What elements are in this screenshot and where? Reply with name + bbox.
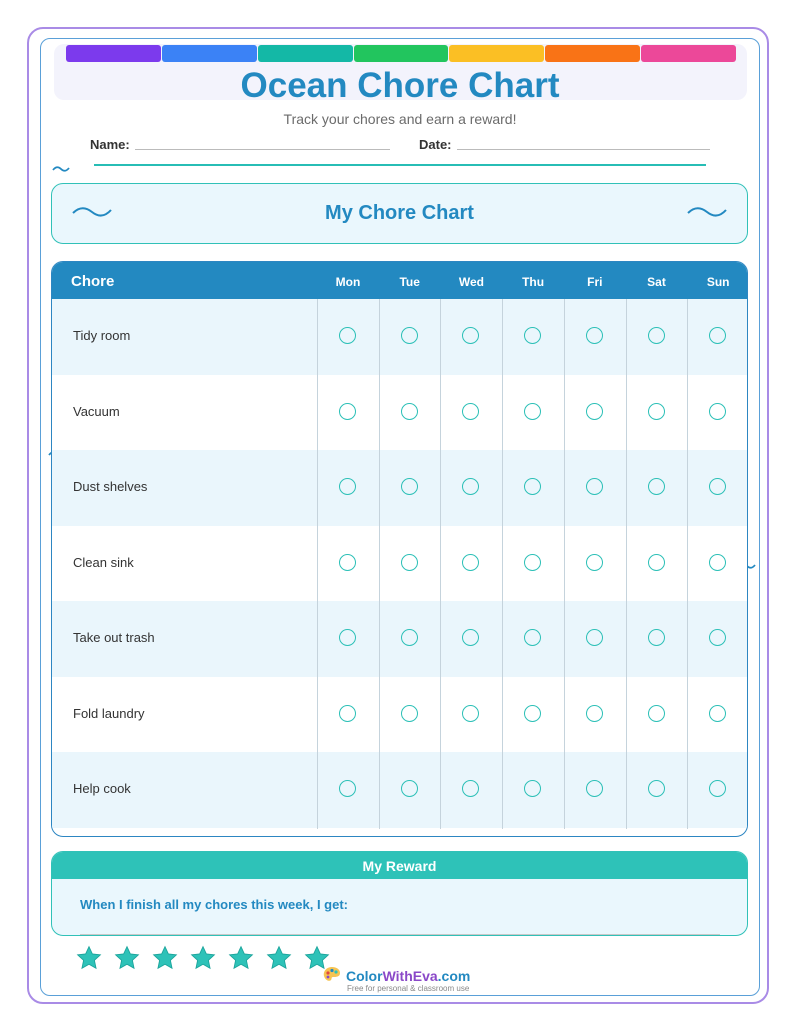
checkbox-circle[interactable] — [586, 705, 603, 722]
checkbox-circle[interactable] — [401, 403, 418, 420]
table-row — [52, 375, 747, 451]
checkbox-circle[interactable] — [401, 327, 418, 344]
checkbox-circle[interactable] — [586, 554, 603, 571]
brand-name-part: WithEva — [382, 968, 438, 984]
wave-icon — [52, 164, 70, 174]
checkbox-circle[interactable] — [462, 403, 479, 420]
star-icon — [228, 945, 254, 971]
checkbox-circle[interactable] — [709, 780, 726, 797]
rainbow-segment — [354, 45, 449, 62]
checkbox-circle[interactable] — [524, 478, 541, 495]
checkbox-circle[interactable] — [709, 705, 726, 722]
column-divider — [379, 299, 380, 829]
chore-label: Vacuum — [73, 403, 120, 419]
table-row — [52, 450, 747, 526]
checkbox-circle[interactable] — [524, 554, 541, 571]
brand-name-part: Color — [346, 968, 383, 984]
day-header-tue: Tue — [399, 275, 420, 289]
rainbow-segment — [545, 45, 640, 62]
rainbow-segment — [258, 45, 353, 62]
table-row — [52, 526, 747, 602]
star-icon — [152, 945, 178, 971]
checkbox-circle[interactable] — [648, 327, 665, 344]
checkbox-circle[interactable] — [462, 705, 479, 722]
checkbox-circle[interactable] — [524, 403, 541, 420]
checkbox-circle[interactable] — [462, 554, 479, 571]
column-divider — [564, 299, 565, 829]
checkbox-circle[interactable] — [648, 705, 665, 722]
date-label: Date: — [419, 137, 452, 152]
page-title: Ocean Chore Chart — [240, 66, 560, 105]
checkbox-circle[interactable] — [709, 554, 726, 571]
checkbox-circle[interactable] — [401, 780, 418, 797]
checkbox-circle[interactable] — [339, 554, 356, 571]
chart-banner — [51, 183, 748, 244]
checkbox-circle[interactable] — [709, 629, 726, 646]
checkbox-circle[interactable] — [709, 478, 726, 495]
checkbox-circle[interactable] — [401, 629, 418, 646]
column-divider — [440, 299, 441, 829]
checkbox-circle[interactable] — [524, 327, 541, 344]
reward-header — [52, 852, 747, 879]
chore-column-header: Chore — [71, 273, 115, 290]
checkbox-circle[interactable] — [648, 403, 665, 420]
reward-prompt: When I finish all my chores this week, I get: — [80, 897, 349, 912]
checkbox-circle[interactable] — [586, 403, 603, 420]
table-row — [52, 601, 747, 677]
day-header-sat: Sat — [647, 275, 666, 289]
checkbox-circle[interactable] — [524, 780, 541, 797]
rainbow-segment — [66, 45, 161, 62]
checkbox-circle[interactable] — [401, 478, 418, 495]
star-icon — [190, 945, 216, 971]
checkbox-circle[interactable] — [586, 478, 603, 495]
reward-title: My Reward — [362, 858, 437, 874]
brand-logo — [322, 965, 471, 993]
checkbox-circle[interactable] — [524, 629, 541, 646]
chore-label: Clean sink — [73, 554, 134, 570]
brand-name — [346, 968, 470, 984]
reward-field[interactable] — [80, 934, 720, 935]
banner-title: My Chore Chart — [325, 202, 474, 224]
checkbox-circle[interactable] — [709, 403, 726, 420]
checkbox-circle[interactable] — [462, 327, 479, 344]
day-header-mon: Mon — [335, 275, 361, 289]
day-header-sun: Sun — [706, 275, 730, 289]
checkbox-circle[interactable] — [648, 554, 665, 571]
checkbox-circle[interactable] — [586, 629, 603, 646]
checkbox-circle[interactable] — [339, 403, 356, 420]
checkbox-circle[interactable] — [586, 327, 603, 344]
chore-label: Dust shelves — [73, 479, 148, 494]
table-row — [52, 299, 747, 375]
star-icon — [114, 945, 140, 971]
chore-label: Take out trash — [73, 630, 155, 645]
brand-name-part: .com — [437, 968, 471, 984]
checkbox-circle[interactable] — [709, 327, 726, 344]
checkbox-circle[interactable] — [648, 478, 665, 495]
wave-icon — [686, 204, 728, 220]
checkbox-circle[interactable] — [339, 327, 356, 344]
rainbow-segment — [162, 45, 257, 62]
column-divider — [317, 299, 318, 829]
day-header-thu: Thu — [522, 275, 545, 289]
palette-icon — [322, 965, 342, 985]
day-header-wed: Wed — [458, 275, 484, 289]
column-divider — [502, 299, 503, 829]
checkbox-circle[interactable] — [586, 780, 603, 797]
brand-tagline: Free for personal & classroom use — [347, 984, 470, 993]
rainbow-segment — [641, 45, 736, 62]
date-field[interactable] — [457, 149, 710, 150]
checkbox-circle[interactable] — [462, 478, 479, 495]
rainbow-stripe — [66, 45, 736, 62]
chore-label: Fold laundry — [73, 705, 145, 721]
checkbox-circle[interactable] — [401, 554, 418, 571]
checkbox-circle[interactable] — [401, 705, 418, 722]
chore-label: Help cook — [73, 781, 131, 796]
name-label: Name: — [90, 137, 130, 152]
reward-box — [51, 851, 748, 936]
name-field[interactable] — [135, 149, 390, 150]
column-divider — [626, 299, 627, 829]
checkbox-circle[interactable] — [462, 780, 479, 797]
checkbox-circle[interactable] — [648, 780, 665, 797]
chore-table — [51, 261, 748, 837]
checkbox-circle[interactable] — [339, 478, 356, 495]
column-divider — [687, 299, 688, 829]
checkbox-circle[interactable] — [524, 705, 541, 722]
page-subtitle: Track your chores and earn a reward! — [283, 111, 517, 127]
checkbox-circle[interactable] — [462, 629, 479, 646]
checkbox-circle[interactable] — [339, 780, 356, 797]
table-row — [52, 752, 747, 828]
checkbox-circle[interactable] — [648, 629, 665, 646]
checkbox-circle[interactable] — [339, 705, 356, 722]
rainbow-segment — [449, 45, 544, 62]
checkbox-circle[interactable] — [339, 629, 356, 646]
table-header — [52, 262, 747, 299]
star-icon — [76, 945, 102, 971]
day-header-fri: Fri — [587, 275, 603, 289]
table-row — [52, 677, 747, 753]
chore-label: Tidy room — [73, 328, 131, 343]
star-row — [76, 945, 330, 971]
divider — [94, 164, 706, 166]
star-icon — [266, 945, 292, 971]
